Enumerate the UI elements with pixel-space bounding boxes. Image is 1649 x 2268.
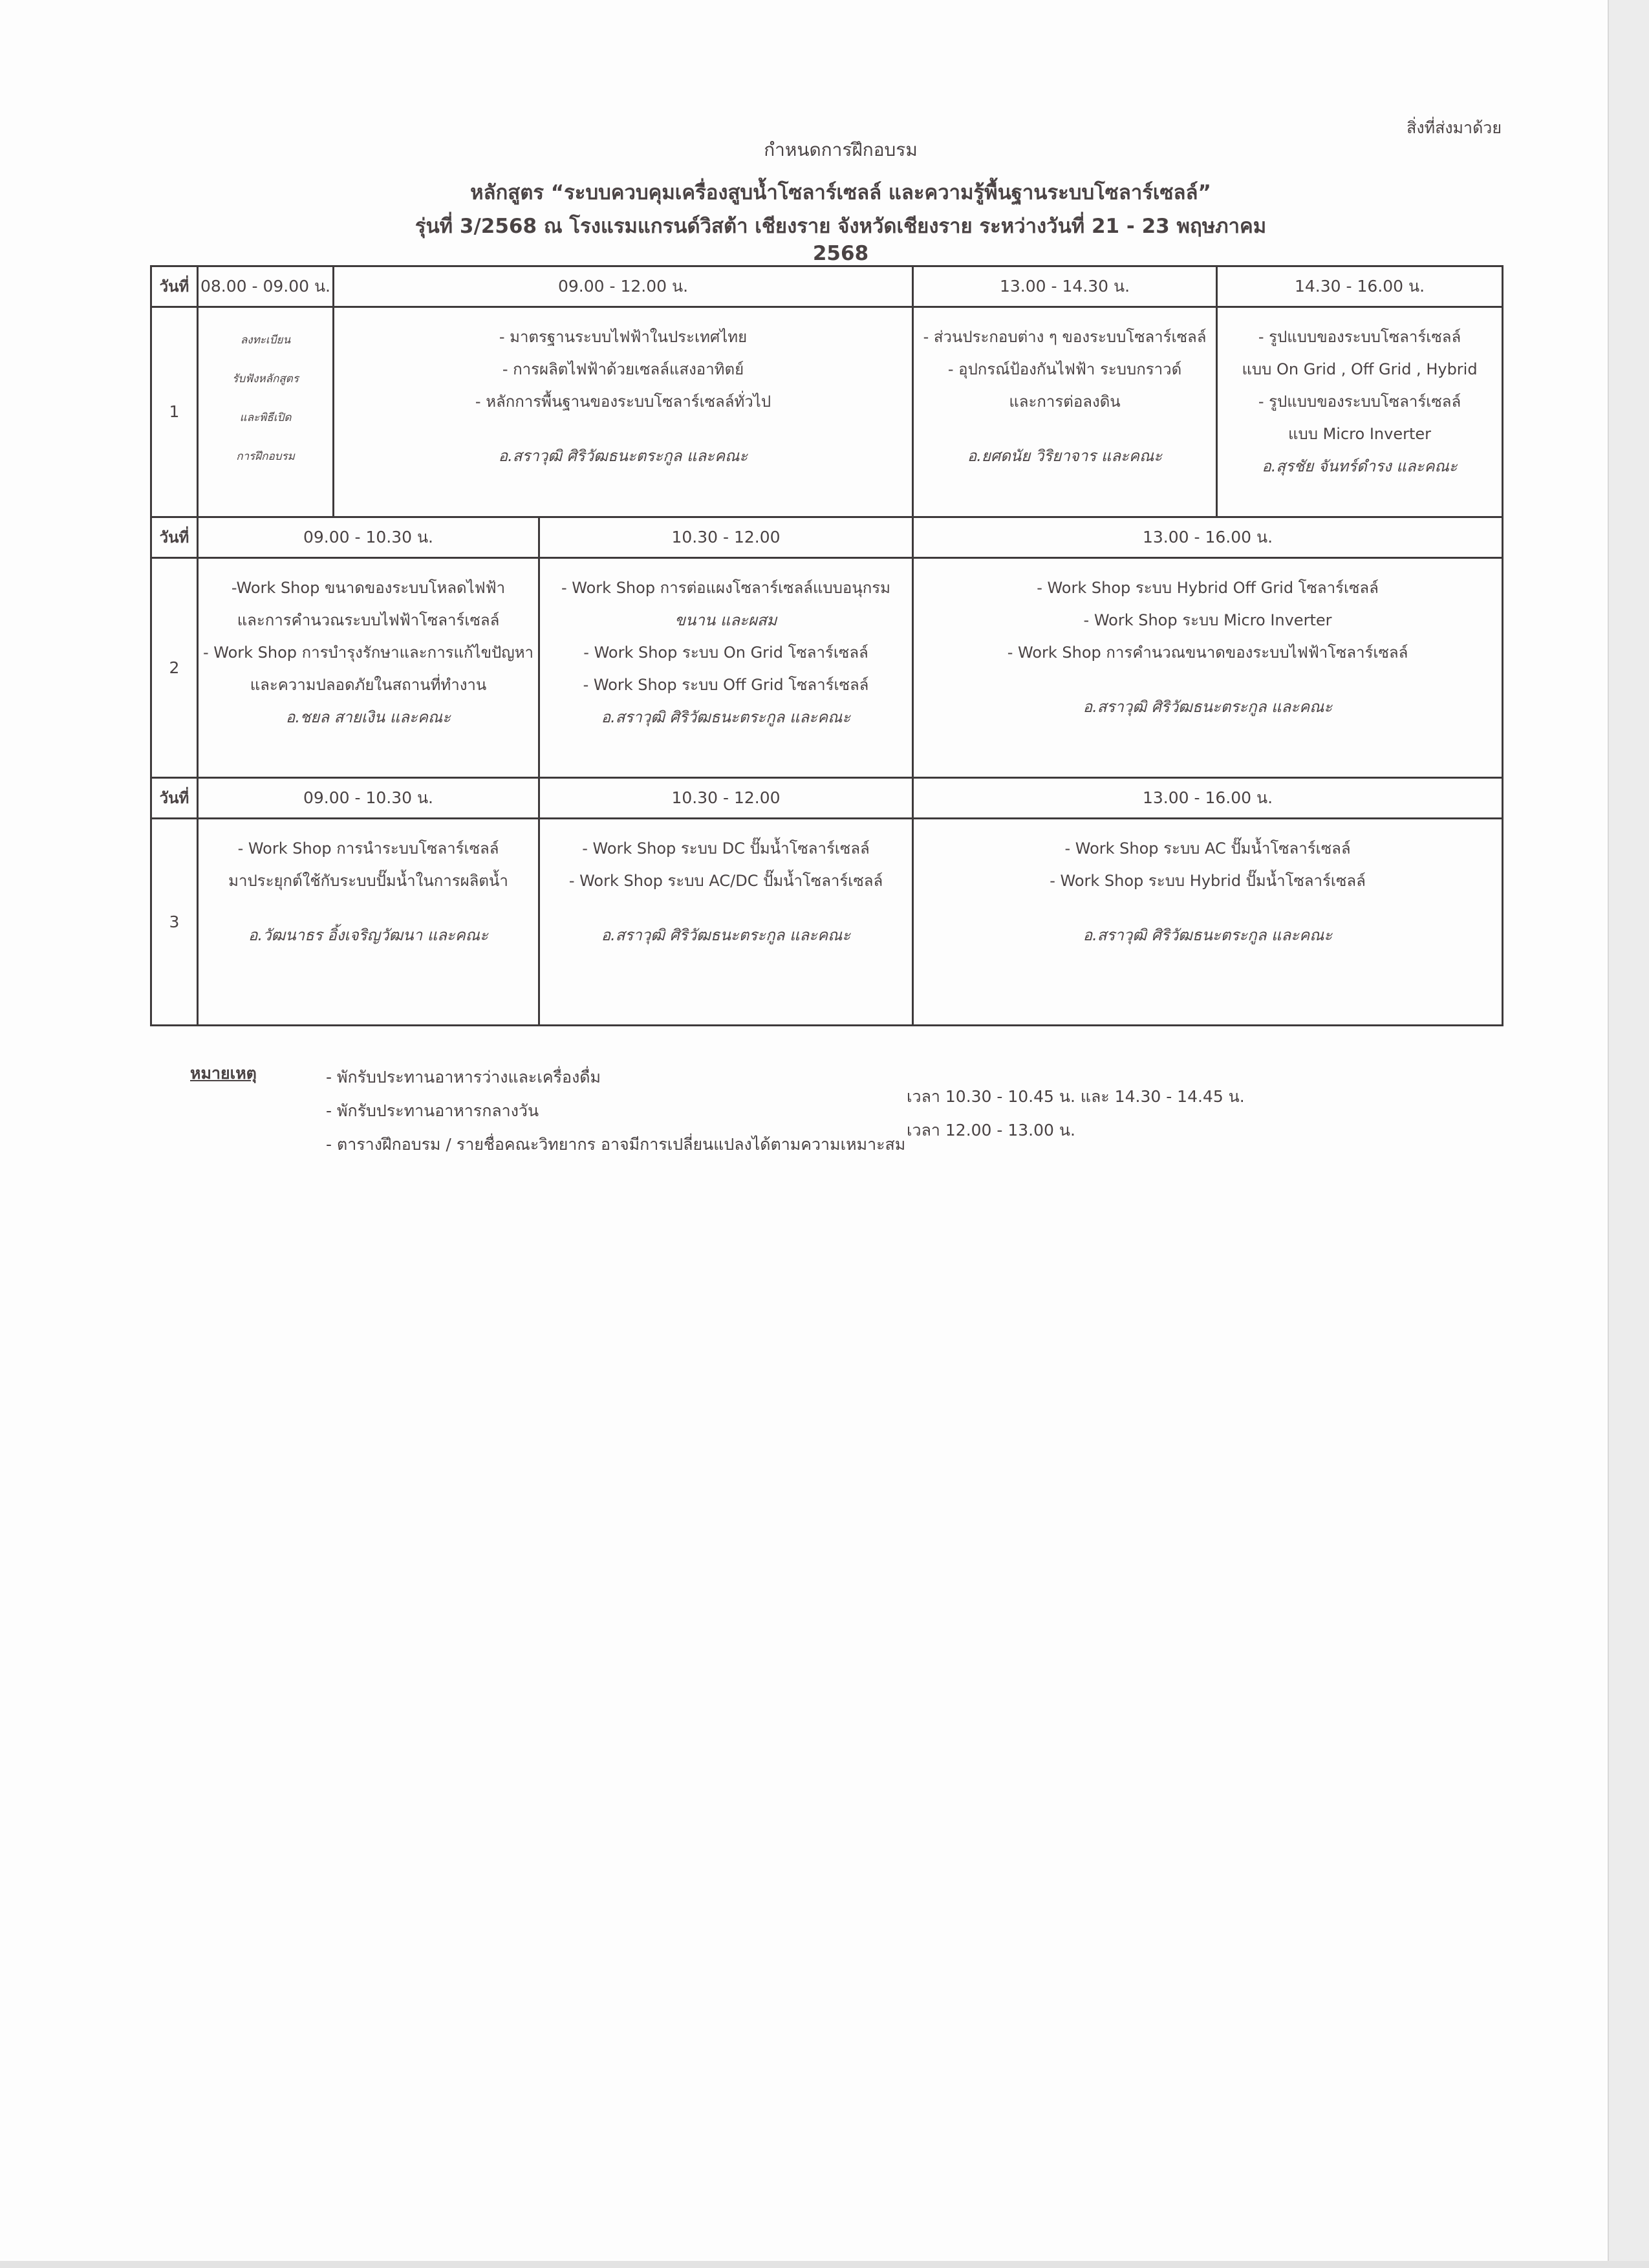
topic-line: และการต่อลงดิน xyxy=(1009,393,1121,411)
lecturer-name: อ.สราวุฒิ ศิริวัฒธนะตระกูล และคณะ xyxy=(498,447,748,465)
topic-line: และความปลอดภัยในสถานที่ทำงาน xyxy=(250,676,487,694)
topic-line: - รูปแบบของระบบโซลาร์เซลล์ xyxy=(1258,328,1461,346)
notes-label: หมายเหตุ xyxy=(190,1064,257,1083)
lecturer-name: อ.สราวุฒิ ศิริวัฒธนะตระกูล และคณะ xyxy=(1083,698,1333,716)
day1-time-header-row xyxy=(151,266,1503,307)
day3-time-slot-2: 10.30 - 12.00 xyxy=(539,778,913,819)
topic-line: - หลักการพื้นฐานของระบบโซลาร์เซลล์ทั่วไป xyxy=(475,393,771,411)
topic-line: - Work Shop การคำนวณขนาดของระบบไฟฟ้าโซลาร์เซลล์ xyxy=(1007,643,1408,662)
topic-line: - Work Shop ระบบ Off Grid โซลาร์เซลล์ xyxy=(583,676,869,694)
day2-time-header-row xyxy=(151,517,1503,558)
topic-line: มาประยุกต์ใช้กับระบบปั๊มน้ำในการผลิตน้ำ xyxy=(228,872,508,890)
day3-session-3-cell xyxy=(913,819,1503,1026)
lecturer-name: อ.วัฒนาธร อิ้งเจริญวัฒนา และคณะ xyxy=(248,926,488,944)
day3-content-row xyxy=(151,819,1503,1026)
day1-session-4-cell xyxy=(1217,307,1503,517)
day2-number: 2 xyxy=(151,558,198,778)
scan-edge-right xyxy=(1609,0,1649,2268)
topic-line: - Work Shop การต่อแผงโซลาร์เซลล์แบบอนุกรม xyxy=(561,579,890,597)
attachment-note: สิ่งที่ส่งมาด้วย xyxy=(1406,118,1502,137)
lecturer-name: อ.สุรชัย จันทร์ดำรง และคณะ xyxy=(1262,457,1458,475)
day1-time-slot-2: 09.00 - 12.00 น. xyxy=(334,266,913,307)
doc-title: กำหนดการฝึกอบรม xyxy=(764,139,918,160)
day3-session-1-cell xyxy=(198,819,539,1026)
day1-time-slot-4: 14.30 - 16.00 น. xyxy=(1217,266,1503,307)
day2-content-row xyxy=(151,558,1503,778)
day3-time-slot-1: 09.00 - 10.30 น. xyxy=(198,778,539,819)
day2-session-3-cell xyxy=(913,558,1503,778)
registration-line: ลงทะเบียน xyxy=(240,334,291,347)
topic-line: - ส่วนประกอบต่าง ๆ ของระบบโซลาร์เซลล์ xyxy=(923,328,1207,346)
day1-content-row xyxy=(151,307,1503,517)
day1-time-slot-1: 08.00 - 09.00 น. xyxy=(198,266,334,307)
topic-line: แบบ On Grid , Off Grid , Hybrid xyxy=(1242,360,1478,378)
registration-line: และพิธีเปิด xyxy=(239,411,292,424)
day1-time-slot-3: 13.00 - 14.30 น. xyxy=(913,266,1217,307)
topic-line: - การผลิตไฟฟ้าด้วยเซลล์แสงอาทิตย์ xyxy=(502,360,744,378)
topic-line: - Work Shop ระบบ AC ปั๊มน้ำโซลาร์เซลล์ xyxy=(1064,839,1351,858)
scan-edge-bottom xyxy=(0,2261,1649,2268)
topic-line: - รูปแบบของระบบโซลาร์เซลล์ xyxy=(1258,393,1461,411)
registration-line: การฝึกอบรม xyxy=(236,450,295,463)
topic-line: - มาตรฐานระบบไฟฟ้าในประเทศไทย xyxy=(499,328,748,346)
topic-line: - Work Shop ระบบ Micro Inverter xyxy=(1083,611,1332,629)
course-title: หลักสูตร “ระบบควบคุมเครื่องสูบน้ำโซลาร์เซลล์ และความรู้พื้นฐานระบบโซลาร์เซลล์” xyxy=(470,181,1211,204)
day2-time-slot-2: 10.30 - 12.00 xyxy=(539,517,913,558)
day2-session-2-cell xyxy=(539,558,913,778)
schedule-table xyxy=(150,265,1503,1026)
lecturer-name: อ.สราวุฒิ ศิริวัฒธนะตระกูล และคณะ xyxy=(1083,926,1333,944)
day-label: วันที่ xyxy=(151,778,198,819)
day3-number: 3 xyxy=(151,819,198,1026)
day1-registration-cell xyxy=(198,307,334,517)
topic-line: - Work Shop การบำรุงรักษาและการแก้ไขปัญหา xyxy=(202,643,534,662)
topic-line: -Work Shop ขนาดของระบบโหลดไฟฟ้า xyxy=(231,579,506,597)
notes-list xyxy=(326,1061,908,1161)
registration-line: รับฟังหลักสูตร xyxy=(232,373,299,385)
topic-line: แบบ Micro Inverter xyxy=(1288,425,1431,443)
topic-line: - Work Shop ระบบ Hybrid ปั๊มน้ำโซลาร์เซลล์ xyxy=(1050,872,1366,890)
note-item: - พักรับประทานอาหารว่างและเครื่องดื่ม xyxy=(326,1068,601,1086)
day3-session-2-cell xyxy=(539,819,913,1026)
notes-times xyxy=(907,1080,1359,1147)
lecturer-name: อ.สราวุฒิ ศิริวัฒธนะตระกูล และคณะ xyxy=(601,926,851,944)
day3-time-header-row xyxy=(151,778,1503,819)
topic-line: ขนาน และผสม xyxy=(674,611,777,629)
lecturer-name: อ.ยศดนัย วิริยาจาร และคณะ xyxy=(967,447,1163,465)
note-item: - พักรับประทานอาหารกลางวัน xyxy=(326,1101,539,1120)
day2-time-slot-1: 09.00 - 10.30 น. xyxy=(198,517,539,558)
topic-line: - Work Shop ระบบ DC ปั๊มน้ำโซลาร์เซลล์ xyxy=(582,839,870,858)
session-info: รุ่นที่ 3/2568 ณ โรงแรมแกรนด์วิสต้า เชียงราย จังหวัดเชียงราย ระหว่างวันที่ 21 - 23 พฤษภาคม 2568 xyxy=(415,215,1267,265)
topic-line: และการคำนวณระบบไฟฟ้าโซลาร์เซลล์ xyxy=(237,611,500,629)
day2-session-1-cell xyxy=(198,558,539,778)
note-time: เวลา 10.30 - 10.45 น. และ 14.30 - 14.45 น. xyxy=(907,1087,1245,1106)
topic-line: - อุปกรณ์ป้องกันไฟฟ้า ระบบกราวด์ xyxy=(947,360,1182,378)
day3-time-slot-3: 13.00 - 16.00 น. xyxy=(913,778,1503,819)
note-time: เวลา 12.00 - 13.00 น. xyxy=(907,1121,1075,1139)
day1-number: 1 xyxy=(151,307,198,517)
topic-line: - Work Shop ระบบ AC/DC ปั๊มน้ำโซลาร์เซลล์ xyxy=(568,872,883,890)
topic-line: - Work Shop การนำระบบโซลาร์เซลล์ xyxy=(237,839,499,858)
lecturer-name: อ.ชยล สายเงิน และคณะ xyxy=(285,708,451,726)
topic-line: - Work Shop ระบบ On Grid โซลาร์เซลล์ xyxy=(583,643,868,662)
day1-session-2-cell xyxy=(334,307,913,517)
day1-session-3-cell xyxy=(913,307,1217,517)
day-label: วันที่ xyxy=(151,266,198,307)
topic-line: - Work Shop ระบบ Hybrid Off Grid โซลาร์เซลล์ xyxy=(1037,579,1379,597)
day-label: วันที่ xyxy=(151,517,198,558)
lecturer-name: อ.สราวุฒิ ศิริวัฒธนะตระกูล และคณะ xyxy=(601,708,851,726)
day2-time-slot-3: 13.00 - 16.00 น. xyxy=(913,517,1503,558)
note-item: - ตารางฝึกอบรม / รายชื่อคณะวิทยากร อาจมีการเปลี่ยนแปลงได้ตามความเหมาะสม xyxy=(326,1135,906,1154)
